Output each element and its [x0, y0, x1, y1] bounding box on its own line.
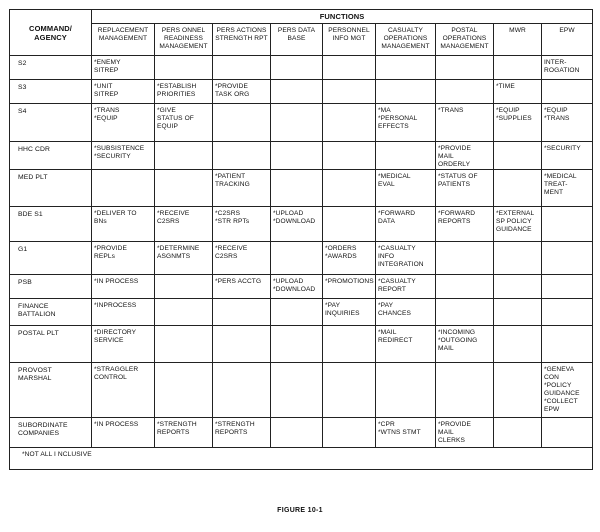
text-line: MED PLT — [18, 174, 48, 181]
function-cell — [92, 275, 155, 299]
function-cell — [213, 80, 271, 104]
function-cell — [494, 142, 542, 170]
text-line: *PROVIDE — [438, 421, 472, 428]
function-cell — [494, 104, 542, 142]
text-line: *DOWNLOAD — [273, 286, 316, 293]
text-line: *MEDICAL — [544, 173, 577, 180]
text-line: PERSONNEL — [328, 27, 370, 34]
text-line: *STRENGTH — [215, 421, 255, 428]
agency-cell — [10, 275, 92, 299]
function-cell — [542, 142, 593, 170]
table-row — [10, 142, 593, 170]
text-line: *FORWARD — [378, 210, 416, 217]
text-line: EQUIP — [157, 123, 179, 130]
text-line: *FORWARD — [438, 210, 476, 217]
table-row — [10, 104, 593, 142]
text-line: *INPROCESS — [94, 302, 137, 309]
text-line: S4 — [18, 108, 27, 115]
agency-cell — [10, 207, 92, 242]
text-line: REPORTS — [215, 429, 248, 436]
text-line: PERS ONNEL — [161, 27, 206, 34]
function-cell — [92, 299, 155, 326]
text-line: INQUIRIES — [325, 310, 360, 317]
table-row — [10, 242, 593, 275]
text-line: *UNIT — [94, 83, 113, 90]
function-cell — [155, 299, 213, 326]
text-line: SITREP — [94, 91, 119, 98]
table-row — [10, 326, 593, 363]
text-line: EVAL — [378, 181, 395, 188]
function-cell — [436, 326, 494, 363]
text-line: COMPANIES — [18, 430, 60, 437]
column-header — [494, 24, 542, 56]
function-cell — [271, 56, 323, 80]
text-line: *ESTABLISH — [157, 83, 197, 90]
text-line: CHANCES — [378, 310, 411, 317]
text-line: *STRENGTH — [157, 421, 197, 428]
text-line: REPORTS — [157, 429, 190, 436]
function-cell — [436, 299, 494, 326]
text-line: CON — [544, 374, 559, 381]
function-cell — [92, 326, 155, 363]
function-cell — [155, 363, 213, 418]
function-cell — [92, 242, 155, 275]
function-cell — [436, 207, 494, 242]
function-cell — [376, 363, 436, 418]
agency-cell — [10, 326, 92, 363]
text-line: REDIRECT — [378, 337, 413, 344]
text-line: G1 — [18, 246, 28, 253]
text-line: *MAIL — [378, 329, 397, 336]
function-cell — [271, 80, 323, 104]
function-cell — [376, 170, 436, 207]
function-cell — [323, 326, 376, 363]
text-line: INFO — [378, 253, 395, 260]
column-header — [376, 24, 436, 56]
function-cell — [92, 80, 155, 104]
agency-cell — [10, 104, 92, 142]
text-line: MANAGEMENT — [381, 42, 430, 50]
function-cell — [494, 56, 542, 80]
text-line: PERS ACTIONS — [216, 27, 267, 34]
table-row — [10, 80, 593, 104]
function-cell — [213, 56, 271, 80]
text-line: *COLLECT — [544, 398, 578, 405]
text-line: *STATUS OF — [438, 173, 478, 180]
text-line: EPW — [559, 27, 575, 34]
table-row — [10, 275, 593, 299]
column-header — [323, 24, 376, 56]
text-line: *PROVIDE — [94, 245, 128, 252]
functions-table — [9, 9, 593, 470]
text-line: *DELIVER TO — [94, 210, 137, 217]
text-line: *AWARDS — [325, 253, 357, 260]
function-cell — [436, 56, 494, 80]
function-cell — [213, 242, 271, 275]
function-cell — [213, 207, 271, 242]
text-line: *CASUALTY — [378, 278, 416, 285]
agency-cell — [10, 170, 92, 207]
agency-cell — [10, 299, 92, 326]
column-header — [155, 24, 213, 56]
function-cell — [92, 104, 155, 142]
text-line: ORDERLY — [438, 161, 471, 168]
function-cell — [271, 326, 323, 363]
text-line: *DOWNLOAD — [273, 218, 316, 225]
function-cell — [92, 170, 155, 207]
function-cell — [376, 207, 436, 242]
text-line: TRACKING — [215, 181, 250, 188]
function-cell — [436, 242, 494, 275]
function-cell — [92, 363, 155, 418]
text-line: BATTALION — [18, 311, 56, 318]
function-cell — [542, 275, 593, 299]
function-cell — [213, 275, 271, 299]
text-line: *C2SRS — [215, 210, 241, 217]
text-line: OPERATIONS — [442, 34, 487, 42]
text-line: STRENGTH RPT — [215, 34, 268, 42]
text-line: *PATIENT — [215, 173, 246, 180]
text-line: FINANCE — [18, 303, 49, 310]
function-cell — [376, 242, 436, 275]
text-line: OPERATIONS — [383, 34, 428, 42]
text-line: *PROVIDE — [438, 145, 472, 152]
function-cell — [271, 207, 323, 242]
text-line: *PAY — [378, 302, 394, 309]
text-line: *TRANS — [544, 115, 570, 122]
text-line: *EQUIP — [544, 107, 568, 114]
text-line: INTEGRATION — [378, 261, 424, 268]
function-cell — [323, 170, 376, 207]
text-line: *EQUIP — [496, 107, 520, 114]
text-line: *CPR — [378, 421, 395, 428]
function-cell — [376, 80, 436, 104]
text-line: MANAGEMENT — [98, 34, 148, 42]
text-line: REPLACEMENT — [97, 27, 149, 34]
function-cell — [271, 242, 323, 275]
function-cell — [271, 418, 323, 448]
function-cell — [155, 275, 213, 299]
function-cell — [323, 56, 376, 80]
text-line: C2SRS — [215, 253, 238, 260]
function-cell — [542, 207, 593, 242]
text-line: PROVOST — [18, 367, 52, 374]
function-cell — [323, 299, 376, 326]
text-line: *SUBSISTENCE — [94, 145, 145, 152]
function-cell — [323, 80, 376, 104]
function-cell — [155, 207, 213, 242]
function-cell — [155, 142, 213, 170]
function-cell — [494, 170, 542, 207]
column-header — [92, 24, 155, 56]
function-cell — [271, 275, 323, 299]
function-cell — [213, 326, 271, 363]
table-row — [10, 170, 593, 207]
column-header — [213, 24, 271, 56]
function-cell — [92, 56, 155, 80]
table-row — [10, 56, 593, 80]
text-line: *EQUIP — [94, 115, 118, 122]
text-line: *UPLOAD — [273, 210, 304, 217]
text-line: MANAGEMENT — [440, 42, 489, 50]
function-cell — [542, 418, 593, 448]
table-row — [10, 207, 593, 242]
text-line: INTER- — [544, 59, 567, 66]
function-cell — [376, 56, 436, 80]
agency-cell — [10, 56, 92, 80]
text-line: *WTNS STMT — [378, 429, 421, 436]
function-cell — [323, 104, 376, 142]
function-cell — [494, 275, 542, 299]
function-cell — [213, 142, 271, 170]
function-cell — [323, 142, 376, 170]
text-line: CASUALTY — [387, 27, 424, 34]
function-cell — [155, 418, 213, 448]
text-line: MAIL — [438, 345, 454, 352]
text-line: SUBORDINATE — [18, 422, 68, 429]
function-cell — [542, 80, 593, 104]
functions-matrix — [9, 9, 592, 470]
text-line: COMMAND/ — [29, 24, 72, 33]
function-cell — [376, 104, 436, 142]
text-line: BDE S1 — [18, 211, 43, 218]
text-line: *CASUALTY — [378, 245, 416, 252]
text-line: TASK ORG — [215, 91, 250, 98]
text-line: *UPLOAD — [273, 278, 304, 285]
function-cell — [271, 104, 323, 142]
function-cell — [436, 80, 494, 104]
text-line: *INCOMING — [438, 329, 476, 336]
text-line: *SECURITY — [544, 145, 581, 152]
text-line: *EXTERNAL — [496, 210, 535, 217]
text-line: MARSHAL — [18, 375, 52, 382]
function-cell — [436, 170, 494, 207]
text-line: BASE — [287, 34, 306, 42]
function-cell — [494, 299, 542, 326]
text-line: *IN PROCESS — [94, 421, 139, 428]
function-cell — [494, 326, 542, 363]
text-line: SITREP — [94, 67, 119, 74]
function-cell — [542, 170, 593, 207]
function-cell — [436, 363, 494, 418]
text-line: CONTROL — [94, 374, 127, 381]
text-line: S2 — [18, 60, 27, 67]
text-line: EFFECTS — [378, 123, 409, 130]
figure-caption: FIGURE 10-1 — [277, 507, 323, 514]
footnote-row — [10, 448, 593, 470]
function-cell — [271, 363, 323, 418]
text-line: CLERKS — [438, 437, 465, 444]
function-cell — [271, 142, 323, 170]
table-row — [10, 299, 593, 326]
text-line: *DIRECTORY — [94, 329, 137, 336]
function-cell — [542, 326, 593, 363]
text-line: INFO MGT — [332, 34, 366, 42]
text-line: *MEDICAL — [378, 173, 411, 180]
text-line: *POLICY — [544, 382, 572, 389]
text-line: *OUTGOING — [438, 337, 478, 344]
function-cell — [542, 363, 593, 418]
function-cell — [436, 275, 494, 299]
function-cell — [542, 104, 593, 142]
functions-title: FUNCTIONS — [92, 10, 593, 24]
text-line: BNs — [94, 218, 107, 225]
text-line: *PERS ACCTG — [215, 278, 262, 285]
function-cell — [92, 418, 155, 448]
text-line: *PROMOTIONS — [325, 278, 374, 285]
text-line: GUIDANCE — [544, 390, 580, 397]
function-cell — [92, 207, 155, 242]
function-cell — [494, 80, 542, 104]
function-cell — [271, 170, 323, 207]
function-cell — [155, 104, 213, 142]
text-line: MENT — [544, 189, 564, 196]
text-line: *STR RPTs — [215, 218, 250, 225]
text-line: *SUPPLIES — [496, 115, 532, 122]
function-cell — [494, 418, 542, 448]
text-line: PERS DATA — [277, 27, 316, 34]
agency-cell — [10, 242, 92, 275]
text-line: *STRAGGLER — [94, 366, 139, 373]
text-line: *GIVE — [157, 107, 176, 114]
text-line: *TRANS — [94, 107, 120, 114]
text-line: POSTAL — [451, 27, 478, 34]
agency-cell — [10, 363, 92, 418]
function-cell — [376, 142, 436, 170]
text-line: MAIL — [438, 429, 454, 436]
text-line: STATUS OF — [157, 115, 194, 122]
text-line: *RECEIVE — [215, 245, 248, 252]
text-line: GUIDANCE — [496, 226, 532, 233]
function-cell — [213, 418, 271, 448]
text-line: POSTAL PLT — [18, 330, 59, 337]
function-cell — [542, 299, 593, 326]
text-line: SP POLICY — [496, 218, 532, 225]
text-line: *PAY — [325, 302, 341, 309]
function-cell — [323, 418, 376, 448]
text-line: ASGNMTS — [157, 253, 191, 260]
text-line: PRIORITIES — [157, 91, 196, 98]
text-line: *IN PROCESS — [94, 278, 139, 285]
function-cell — [323, 363, 376, 418]
text-line: EPW — [544, 406, 560, 413]
text-line: PSB — [18, 279, 32, 286]
text-line: *ENEMY — [94, 59, 121, 66]
function-cell — [155, 56, 213, 80]
function-cell — [376, 275, 436, 299]
function-cell — [92, 142, 155, 170]
text-line: READINESS — [163, 34, 203, 42]
text-line: S3 — [18, 84, 27, 91]
text-line: C2SRS — [157, 218, 180, 225]
function-cell — [155, 242, 213, 275]
text-line: SERVICE — [94, 337, 124, 344]
text-line: *MA — [378, 107, 391, 114]
function-cell — [376, 299, 436, 326]
text-line: *PROVIDE — [215, 83, 249, 90]
text-line: *SECURITY — [94, 153, 131, 160]
text-line: *DETERMINE — [157, 245, 200, 252]
text-line: *ORDERS — [325, 245, 357, 252]
text-line: *RECEIVE — [157, 210, 190, 217]
function-cell — [213, 104, 271, 142]
text-line: MWR — [509, 27, 526, 34]
function-cell — [542, 242, 593, 275]
function-cell — [213, 170, 271, 207]
function-cell — [436, 418, 494, 448]
function-cell — [155, 170, 213, 207]
text-line: TREAT- — [544, 181, 568, 188]
function-cell — [494, 242, 542, 275]
function-cell — [436, 142, 494, 170]
function-cell — [155, 326, 213, 363]
text-line: AGENCY — [34, 33, 67, 42]
function-cell — [376, 326, 436, 363]
function-cell — [323, 207, 376, 242]
text-line: *GENEVA — [544, 366, 575, 373]
command-agency-header — [10, 10, 92, 56]
text-line: REPORT — [378, 286, 406, 293]
function-cell — [213, 299, 271, 326]
text-line: HHC CDR — [18, 146, 51, 153]
function-cell — [323, 242, 376, 275]
text-line: MAIL — [438, 153, 454, 160]
agency-cell — [10, 142, 92, 170]
function-cell — [376, 418, 436, 448]
text-line: *PERSONAL — [378, 115, 418, 122]
text-line: PATIENTS — [438, 181, 471, 188]
function-cell — [494, 363, 542, 418]
function-cell — [542, 56, 593, 80]
text-line: MANAGEMENT — [159, 42, 208, 50]
agency-cell — [10, 80, 92, 104]
function-cell — [436, 104, 494, 142]
function-cell — [271, 299, 323, 326]
table-row — [10, 418, 593, 448]
column-header — [542, 24, 593, 56]
text-line: DATA — [378, 218, 396, 225]
agency-cell — [10, 418, 92, 448]
text-line: *TRANS — [438, 107, 464, 114]
table-row — [10, 363, 593, 418]
text-line: *TIME — [496, 83, 515, 90]
text-line: REPORTS — [438, 218, 471, 225]
column-header — [271, 24, 323, 56]
function-cell — [323, 275, 376, 299]
function-cell — [213, 363, 271, 418]
function-cell — [155, 80, 213, 104]
text-line: REPLs — [94, 253, 116, 260]
footnote: *NOT ALL I NCLUSIVE — [10, 448, 593, 470]
text-line: ROGATION — [544, 67, 580, 74]
function-cell — [494, 207, 542, 242]
column-header — [436, 24, 494, 56]
